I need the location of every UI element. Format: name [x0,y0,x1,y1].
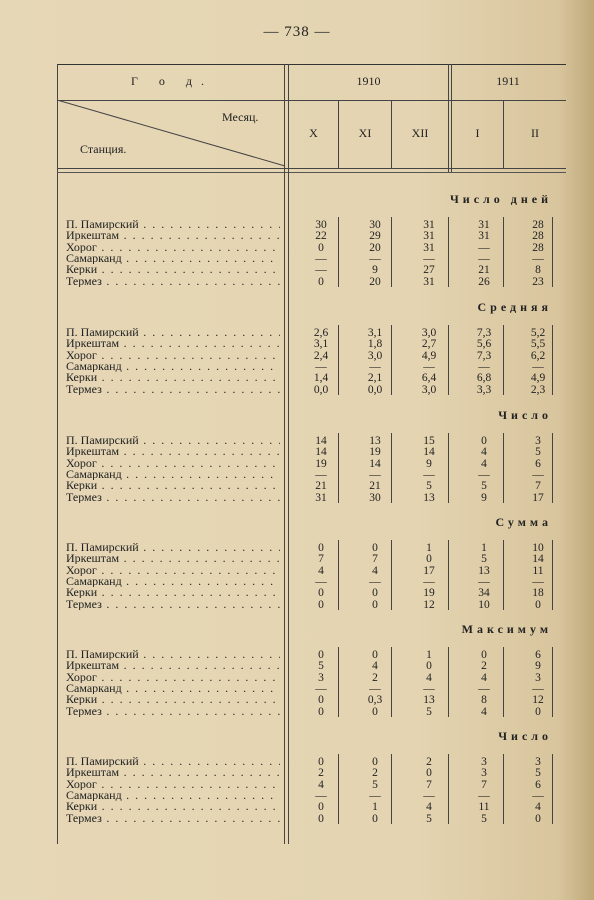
table-cell: 3 [535,671,541,684]
table-row [66,480,282,491]
table-cell: 7 [535,480,541,493]
table-cell: 4 [481,457,487,470]
table-row [66,264,282,275]
table-row [66,469,282,480]
table-cell: 7 [481,778,487,791]
station-name: Иркештам . . . [66,338,280,349]
table-cell: 0,3 [367,694,383,707]
section-title: Максимум [461,622,552,636]
table-cell: 5,5 [530,338,546,351]
table-cell: 0 [318,241,324,254]
table-cell: 4,9 [530,372,546,385]
table-cell: 4 [372,564,378,577]
station-name: П. Памирский . . . [66,219,280,230]
station-name: Самарканд . . . [66,361,280,372]
table-row [66,801,282,812]
station-name: Термез . . . [66,706,280,717]
table-row [66,587,282,598]
station-name: Хорог . . . [66,242,280,253]
table-cell: 3 [318,671,324,684]
table-cell: 6 [535,457,541,470]
table-row [66,350,282,361]
table-cell: 0 [318,694,324,707]
station-name: П. Памирский . . . [66,756,280,767]
table-cell: — [532,789,544,802]
table-cell: 7 [318,553,324,566]
table-cell: 13 [423,694,435,707]
station-name: Самарканд . . . [66,576,280,587]
header-bottom-border-double [57,172,566,173]
table-cell: 2,1 [367,372,383,385]
month-xii: XII [411,126,429,140]
table-row [66,553,282,564]
table-cell: 0 [535,598,541,611]
table-row [66,706,282,717]
table-cell: 5 [426,812,432,825]
table-cell: 13 [423,491,435,504]
table-cell: 0 [318,598,324,611]
table-row [66,219,282,230]
station-name: Хорог . . . [66,458,280,469]
table-cell: 14 [423,446,435,459]
table-cell: 4 [426,801,432,814]
table-row [66,361,282,372]
station-name: Самарканд . . . [66,790,280,801]
table-cell: 13 [369,435,381,447]
station-name: Хорог . . . [66,672,280,683]
section-title: Средняя [477,300,552,314]
table-cell: 1 [426,649,432,661]
table-cell: 0 [372,649,378,661]
table-cell: — [315,789,327,802]
table-cell: 5 [318,660,324,673]
table-cell: 3 [481,756,487,768]
station-name: Термез . . . [66,492,280,503]
table-cell: 5,2 [530,327,546,339]
table-cell: 21 [369,480,381,493]
table-cell: 5 [481,553,487,566]
table-cell: 2 [426,756,432,768]
table-row [66,672,282,683]
table-row [66,542,282,553]
table-cell: — [478,360,490,373]
table-cell: 0 [318,812,324,825]
station-name: Хорог . . . [66,565,280,576]
year-divider [448,64,449,172]
table-cell: — [532,682,544,695]
table-cell: 3 [481,767,487,780]
table-cell: 18 [532,587,544,600]
section-title: Число дней [449,192,552,206]
table-cell: 15 [423,435,435,447]
table-row [66,372,282,383]
station-name: Самарканд . . . [66,469,280,480]
table-cell: 3,3 [476,383,492,396]
table-cell: 1,4 [313,372,329,385]
table-cell: 0 [372,598,378,611]
table-row [66,599,282,610]
table-cell: 0 [481,649,487,661]
table-cell: 21 [478,264,490,277]
table-cell: — [532,468,544,481]
table-cell: 5 [372,778,378,791]
table-cell: 31 [478,230,490,243]
table-cell: 2,6 [313,327,329,339]
table-cell: 3,1 [367,327,383,339]
table-row [66,565,282,576]
station-name: Термез . . . [66,384,280,395]
table-cell: 0 [318,756,324,768]
table-cell: — [478,468,490,481]
table-cell: 1 [426,542,432,554]
table-cell: 0 [426,660,432,673]
table-cell: 2,7 [421,338,437,351]
table-cell: — [478,575,490,588]
table-cell: 10 [478,598,490,611]
table-cell: 6,2 [530,349,546,362]
table-row [66,327,282,338]
table-cell: — [423,360,435,373]
table-cell: 27 [423,264,435,277]
table-row [66,660,282,671]
table-cell: 31 [423,275,435,288]
table-cell: 14 [532,553,544,566]
table-cell: — [532,575,544,588]
month-x: X [309,126,318,140]
table-row [66,813,282,824]
table-cell: — [369,575,381,588]
table-top-border [57,64,566,65]
table-cell: — [315,252,327,265]
table-cell: 7,3 [476,327,492,339]
table-cell: — [532,252,544,265]
table-cell: 3 [535,435,541,447]
station-name: Хорог . . . [66,779,280,790]
section-title: Число [498,729,552,743]
station-name: Иркештам . . . [66,446,280,457]
station-column-divider [284,64,285,844]
table-cell: 3 [535,756,541,768]
station-name: Иркештам . . . [66,660,280,671]
year-1911: 1911 [496,74,520,88]
table-cell: 30 [315,219,327,231]
table-cell: 0 [481,435,487,447]
table-cell: 14 [315,446,327,459]
table-cell: 30 [369,219,381,231]
table-cell: 3,0 [421,327,437,339]
table-cell: 2,3 [530,383,546,396]
station-name: Термез . . . [66,599,280,610]
table-cell: 20 [369,275,381,288]
table-cell: — [369,468,381,481]
header-bottom-border [57,168,566,169]
table-cell: 31 [423,241,435,254]
table-cell: — [423,682,435,695]
table-row [66,756,282,767]
station-name: Термез . . . [66,276,280,287]
table-cell: 19 [315,457,327,470]
table-cell: 0,0 [313,383,329,396]
table-cell: 8 [535,264,541,277]
table-cell: 28 [532,241,544,254]
table-cell: 12 [532,694,544,707]
table-cell: 8 [481,694,487,707]
table-row [66,779,282,790]
table-cell: 0 [372,812,378,825]
table-cell: 3,0 [367,349,383,362]
station-name: Керки . . . [66,480,280,491]
table-cell: 0 [318,587,324,600]
table-cell: 0 [426,767,432,780]
table-cell: 17 [532,491,544,504]
table-cell: 14 [315,435,327,447]
table-cell: — [369,789,381,802]
table-cell: — [315,468,327,481]
station-name: Иркештам . . . [66,230,280,241]
station-name: Термез . . . [66,813,280,824]
table-cell: 4 [318,564,324,577]
table-cell: — [315,682,327,695]
table-cell: 4 [481,446,487,459]
table-cell: 4 [318,778,324,791]
table-cell: 28 [532,219,544,231]
table-cell: 31 [315,491,327,504]
table-cell: 34 [478,587,490,600]
table-cell: — [532,360,544,373]
table-cell: 0 [372,756,378,768]
table-cell: 5 [535,767,541,780]
section-title: Число [498,408,552,422]
table-left-border [57,64,58,844]
table-cell: 7 [372,553,378,566]
month-header-label: Месяц. [222,110,259,124]
table-cell: 0 [426,553,432,566]
table-cell: 6,4 [421,372,437,385]
table-cell: — [369,252,381,265]
table-cell: 0 [318,801,324,814]
table-cell: 5 [535,446,541,459]
station-name: Самарканд . . . [66,253,280,264]
table-cell: 5 [481,812,487,825]
table-cell: 6 [535,649,541,661]
table-cell: — [423,252,435,265]
station-name: Иркештам . . . [66,767,280,778]
table-row [66,649,282,660]
table-cell: 12 [423,598,435,611]
table-cell: 4,9 [421,349,437,362]
table-cell: 0 [318,649,324,661]
station-name: Керки . . . [66,372,280,383]
table-cell: 30 [369,491,381,504]
station-header-label: Станция. [80,142,127,156]
station-name: Хорог . . . [66,350,280,361]
table-row [66,683,282,694]
table-cell: 4 [372,660,378,673]
table-cell: — [315,575,327,588]
table-cell: 0,0 [367,383,383,396]
table-row [66,458,282,469]
month-ii: II [531,126,539,140]
table-cell: 0 [318,275,324,288]
table-cell: 19 [369,446,381,459]
table-cell: — [315,360,327,373]
table-row [66,492,282,503]
table-cell: 22 [315,230,327,243]
table-cell: 3,0 [421,383,437,396]
table-cell: — [423,575,435,588]
table-cell: 4 [426,671,432,684]
table-cell: 19 [423,587,435,600]
station-name: Керки . . . [66,587,280,598]
table-row [66,694,282,705]
table-cell: 2 [318,767,324,780]
table-cell: 28 [532,230,544,243]
table-cell: 5 [426,480,432,493]
table-cell: 13 [478,564,490,577]
month-xi: XI [358,126,372,140]
table-row [66,253,282,264]
station-column-divider-2 [288,64,289,844]
table-cell: 11 [532,564,544,577]
table-cell: 4 [535,801,541,814]
page-number: — 738 — [263,24,331,40]
table-cell: 10 [532,542,544,554]
station-name: Иркештам . . . [66,553,280,564]
year-1910: 1910 [356,74,381,88]
table-row [66,338,282,349]
table-row [66,276,282,287]
table-cell: 5 [426,705,432,718]
table-row [66,790,282,801]
table-cell: 9 [481,491,487,504]
table-cell: 20 [369,241,381,254]
table-cell: 5,6 [476,338,492,351]
station-name: П. Памирский . . . [66,327,280,338]
station-name: П. Памирский . . . [66,542,280,553]
table-cell: 9 [535,660,541,673]
table-cell: 23 [532,275,544,288]
month-i: I [475,126,480,140]
table-cell: 1 [372,801,378,814]
table-row [66,230,282,241]
table-cell: 31 [423,219,435,231]
table-cell: — [315,264,327,277]
table-cell: 1 [481,542,487,554]
table-row [66,242,282,253]
table-cell: 0 [372,587,378,600]
table-cell: 6 [535,778,541,791]
station-name: П. Памирский . . . [66,649,280,660]
table-cell: 3,1 [313,338,329,351]
table-row [66,384,282,395]
table-cell: 4 [481,705,487,718]
table-cell: 0 [372,705,378,718]
year-header-label: Г о д. [130,74,214,88]
table-cell: 29 [369,230,381,243]
table-cell: 4 [481,671,487,684]
table-cell: 11 [478,801,490,814]
table-cell: 2 [372,671,378,684]
table-row [66,767,282,778]
station-name: Самарканд . . . [66,683,280,694]
table-cell: 1,8 [367,338,383,351]
table-cell: — [478,252,490,265]
table-row [66,446,282,457]
table-cell: 9 [426,457,432,470]
table-cell: 31 [423,230,435,243]
table-cell: 0 [318,705,324,718]
section-title: Сумма [495,515,552,529]
table-cell: — [369,682,381,695]
table-cell: 0 [318,542,324,554]
table-cell: 31 [478,219,490,231]
table-cell: 7 [426,778,432,791]
table-cell: 9 [372,264,378,277]
table-cell: — [478,241,490,254]
table-cell: 0 [535,705,541,718]
table-cell: 26 [478,275,490,288]
table-cell: — [423,468,435,481]
table-cell: 2 [481,660,487,673]
table-cell: — [423,789,435,802]
table-cell: — [478,789,490,802]
table-cell: 21 [315,480,327,493]
station-name: Керки . . . [66,801,280,812]
table-cell: 7,3 [476,349,492,362]
table-cell: 17 [423,564,435,577]
table-cell: — [369,360,381,373]
station-name: Керки . . . [66,264,280,275]
table-cell: 6,8 [476,372,492,385]
table-cell: 0 [372,542,378,554]
table-cell: 0 [535,812,541,825]
table-cell: 5 [481,480,487,493]
table-cell: 14 [369,457,381,470]
table-row [66,435,282,446]
table-cell: — [478,682,490,695]
table-cell: 2 [372,767,378,780]
table-row [66,576,282,587]
table-cell: 2,4 [313,349,329,362]
station-name: Керки . . . [66,694,280,705]
station-name: П. Памирский . . . [66,435,280,446]
